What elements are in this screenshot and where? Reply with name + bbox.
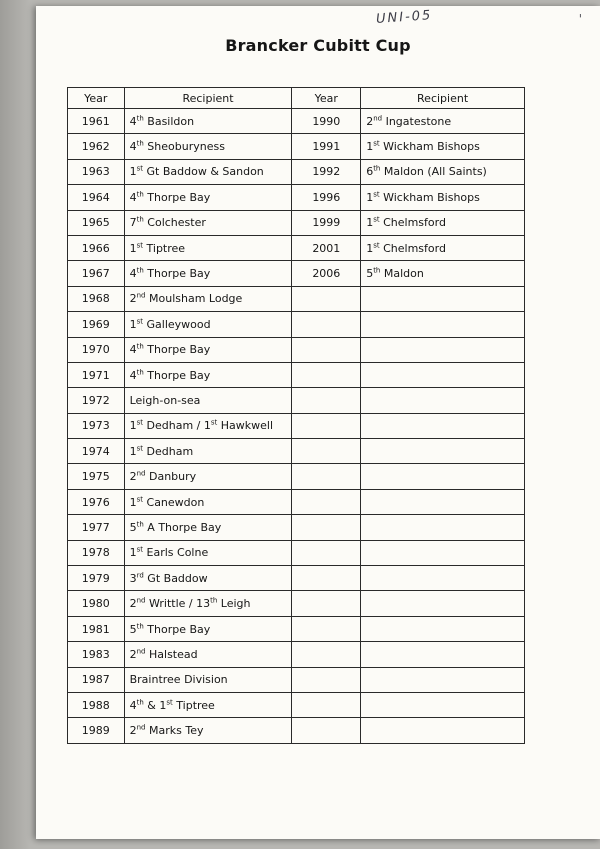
recipient-cell: 4th Basildon [124,109,292,134]
year-cell: 2006 [292,261,361,286]
table-row [68,261,525,286]
recipient-cell: 1st Dedham / 1st Hawkwell [124,413,292,438]
table-row [68,566,525,591]
year-cell: 1967 [68,261,125,286]
table-row [68,388,525,413]
table-row [68,362,525,387]
year-cell: 1987 [68,667,125,692]
pen-corner-mark: ' [578,12,582,26]
table-row [68,185,525,210]
table-row [68,413,525,438]
table-row [68,642,525,667]
recipient-cell: 1st Chelmsford [361,235,525,260]
table-row [68,692,525,717]
recipient-cell: 1st Wickham Bishops [361,134,525,159]
recipient-cell: 4th Sheoburyness [124,134,292,159]
recipient-cell: 4th Thorpe Bay [124,185,292,210]
year-cell: 1969 [68,312,125,337]
year-cell [292,591,361,616]
year-cell [292,439,361,464]
recipient-cell: 1st Gt Baddow & Sandon [124,159,292,184]
recipient-cell [361,312,525,337]
year-cell: 1979 [68,566,125,591]
table-row [68,134,525,159]
recipient-cell [361,439,525,464]
recipient-cell [361,566,525,591]
recipient-cell: 1st Tiptree [124,235,292,260]
year-cell [292,489,361,514]
year-cell: 1971 [68,362,125,387]
table-row [68,210,525,235]
year-cell: 1988 [68,692,125,717]
recipient-cell: 1st Dedham [124,439,292,464]
year-cell: 1978 [68,540,125,565]
recipient-cell: 3rd Gt Baddow [124,566,292,591]
recipient-cell: 7th Colchester [124,210,292,235]
year-cell: 1974 [68,439,125,464]
results-table [67,87,525,744]
year-cell: 1972 [68,388,125,413]
year-cell: 1962 [68,134,125,159]
recipient-cell: 5th A Thorpe Bay [124,515,292,540]
year-cell: 1991 [292,134,361,159]
recipient-cell [361,692,525,717]
recipient-cell [361,591,525,616]
year-cell [292,718,361,743]
year-cell: 1973 [68,413,125,438]
year-cell: 1970 [68,337,125,362]
table-header-row [68,88,525,109]
recipient-cell: Leigh-on-sea [124,388,292,413]
recipient-cell: Braintree Division [124,667,292,692]
recipient-cell [361,489,525,514]
year-cell: 1966 [68,235,125,260]
recipient-cell: 4th Thorpe Bay [124,337,292,362]
year-cell: 1996 [292,185,361,210]
year-cell: 1963 [68,159,125,184]
year-cell [292,667,361,692]
table-row [68,235,525,260]
recipient-cell [361,540,525,565]
year-cell [292,515,361,540]
year-cell [292,362,361,387]
year-cell [292,540,361,565]
year-cell [292,312,361,337]
column-header-year: Year [68,88,125,109]
recipient-cell [361,362,525,387]
year-cell: 1981 [68,616,125,641]
recipient-cell [361,515,525,540]
recipient-cell [361,667,525,692]
year-cell [292,337,361,362]
year-cell [292,413,361,438]
year-cell [292,286,361,311]
table-row [68,159,525,184]
year-cell [292,692,361,717]
recipient-cell: 1st Wickham Bishops [361,185,525,210]
recipient-cell: 1st Canewdon [124,489,292,514]
year-cell: 1975 [68,464,125,489]
year-cell: 1968 [68,286,125,311]
table-row [68,616,525,641]
year-cell [292,566,361,591]
table-row [68,540,525,565]
recipient-cell: 2nd Danbury [124,464,292,489]
recipient-cell [361,616,525,641]
recipient-cell: 4th Thorpe Bay [124,362,292,387]
table-row [68,489,525,514]
recipient-cell: 4th & 1st Tiptree [124,692,292,717]
table-row [68,439,525,464]
recipient-cell [361,388,525,413]
recipient-cell: 2nd Ingatestone [361,109,525,134]
recipient-cell [361,286,525,311]
recipient-cell: 1st Galleywood [124,312,292,337]
table-row [68,667,525,692]
recipient-cell: 6th Maldon (All Saints) [361,159,525,184]
recipient-cell [361,464,525,489]
recipient-cell: 2nd Writtle / 13th Leigh [124,591,292,616]
year-cell [292,388,361,413]
recipient-cell: 2nd Halstead [124,642,292,667]
year-cell: 1965 [68,210,125,235]
recipient-cell: 2nd Marks Tey [124,718,292,743]
table-row [68,718,525,743]
table-row [68,109,525,134]
table-row [68,515,525,540]
table-row [68,591,525,616]
year-cell [292,616,361,641]
year-cell: 1999 [292,210,361,235]
column-header-year: Year [292,88,361,109]
page-title: Brancker Cubitt Cup [225,36,411,55]
table-row [68,312,525,337]
column-header-recipient: Recipient [361,88,525,109]
document-page [36,6,600,839]
recipient-cell [361,718,525,743]
recipient-cell: 4th Thorpe Bay [124,261,292,286]
recipient-cell: 5th Thorpe Bay [124,616,292,641]
table-row [68,464,525,489]
year-cell: 1992 [292,159,361,184]
recipient-cell: 1st Chelmsford [361,210,525,235]
year-cell: 1964 [68,185,125,210]
year-cell: 2001 [292,235,361,260]
year-cell: 1989 [68,718,125,743]
table-row [68,337,525,362]
recipient-cell [361,642,525,667]
recipient-cell: 5th Maldon [361,261,525,286]
year-cell: 1990 [292,109,361,134]
year-cell: 1961 [68,109,125,134]
column-header-recipient: Recipient [124,88,292,109]
recipient-cell: 1st Earls Colne [124,540,292,565]
year-cell: 1977 [68,515,125,540]
recipient-cell [361,413,525,438]
year-cell [292,642,361,667]
recipient-cell [361,337,525,362]
handwritten-annotation: UNI-05 [375,8,433,27]
year-cell: 1983 [68,642,125,667]
table-row [68,286,525,311]
year-cell [292,464,361,489]
recipient-cell: 2nd Moulsham Lodge [124,286,292,311]
year-cell: 1980 [68,591,125,616]
year-cell: 1976 [68,489,125,514]
